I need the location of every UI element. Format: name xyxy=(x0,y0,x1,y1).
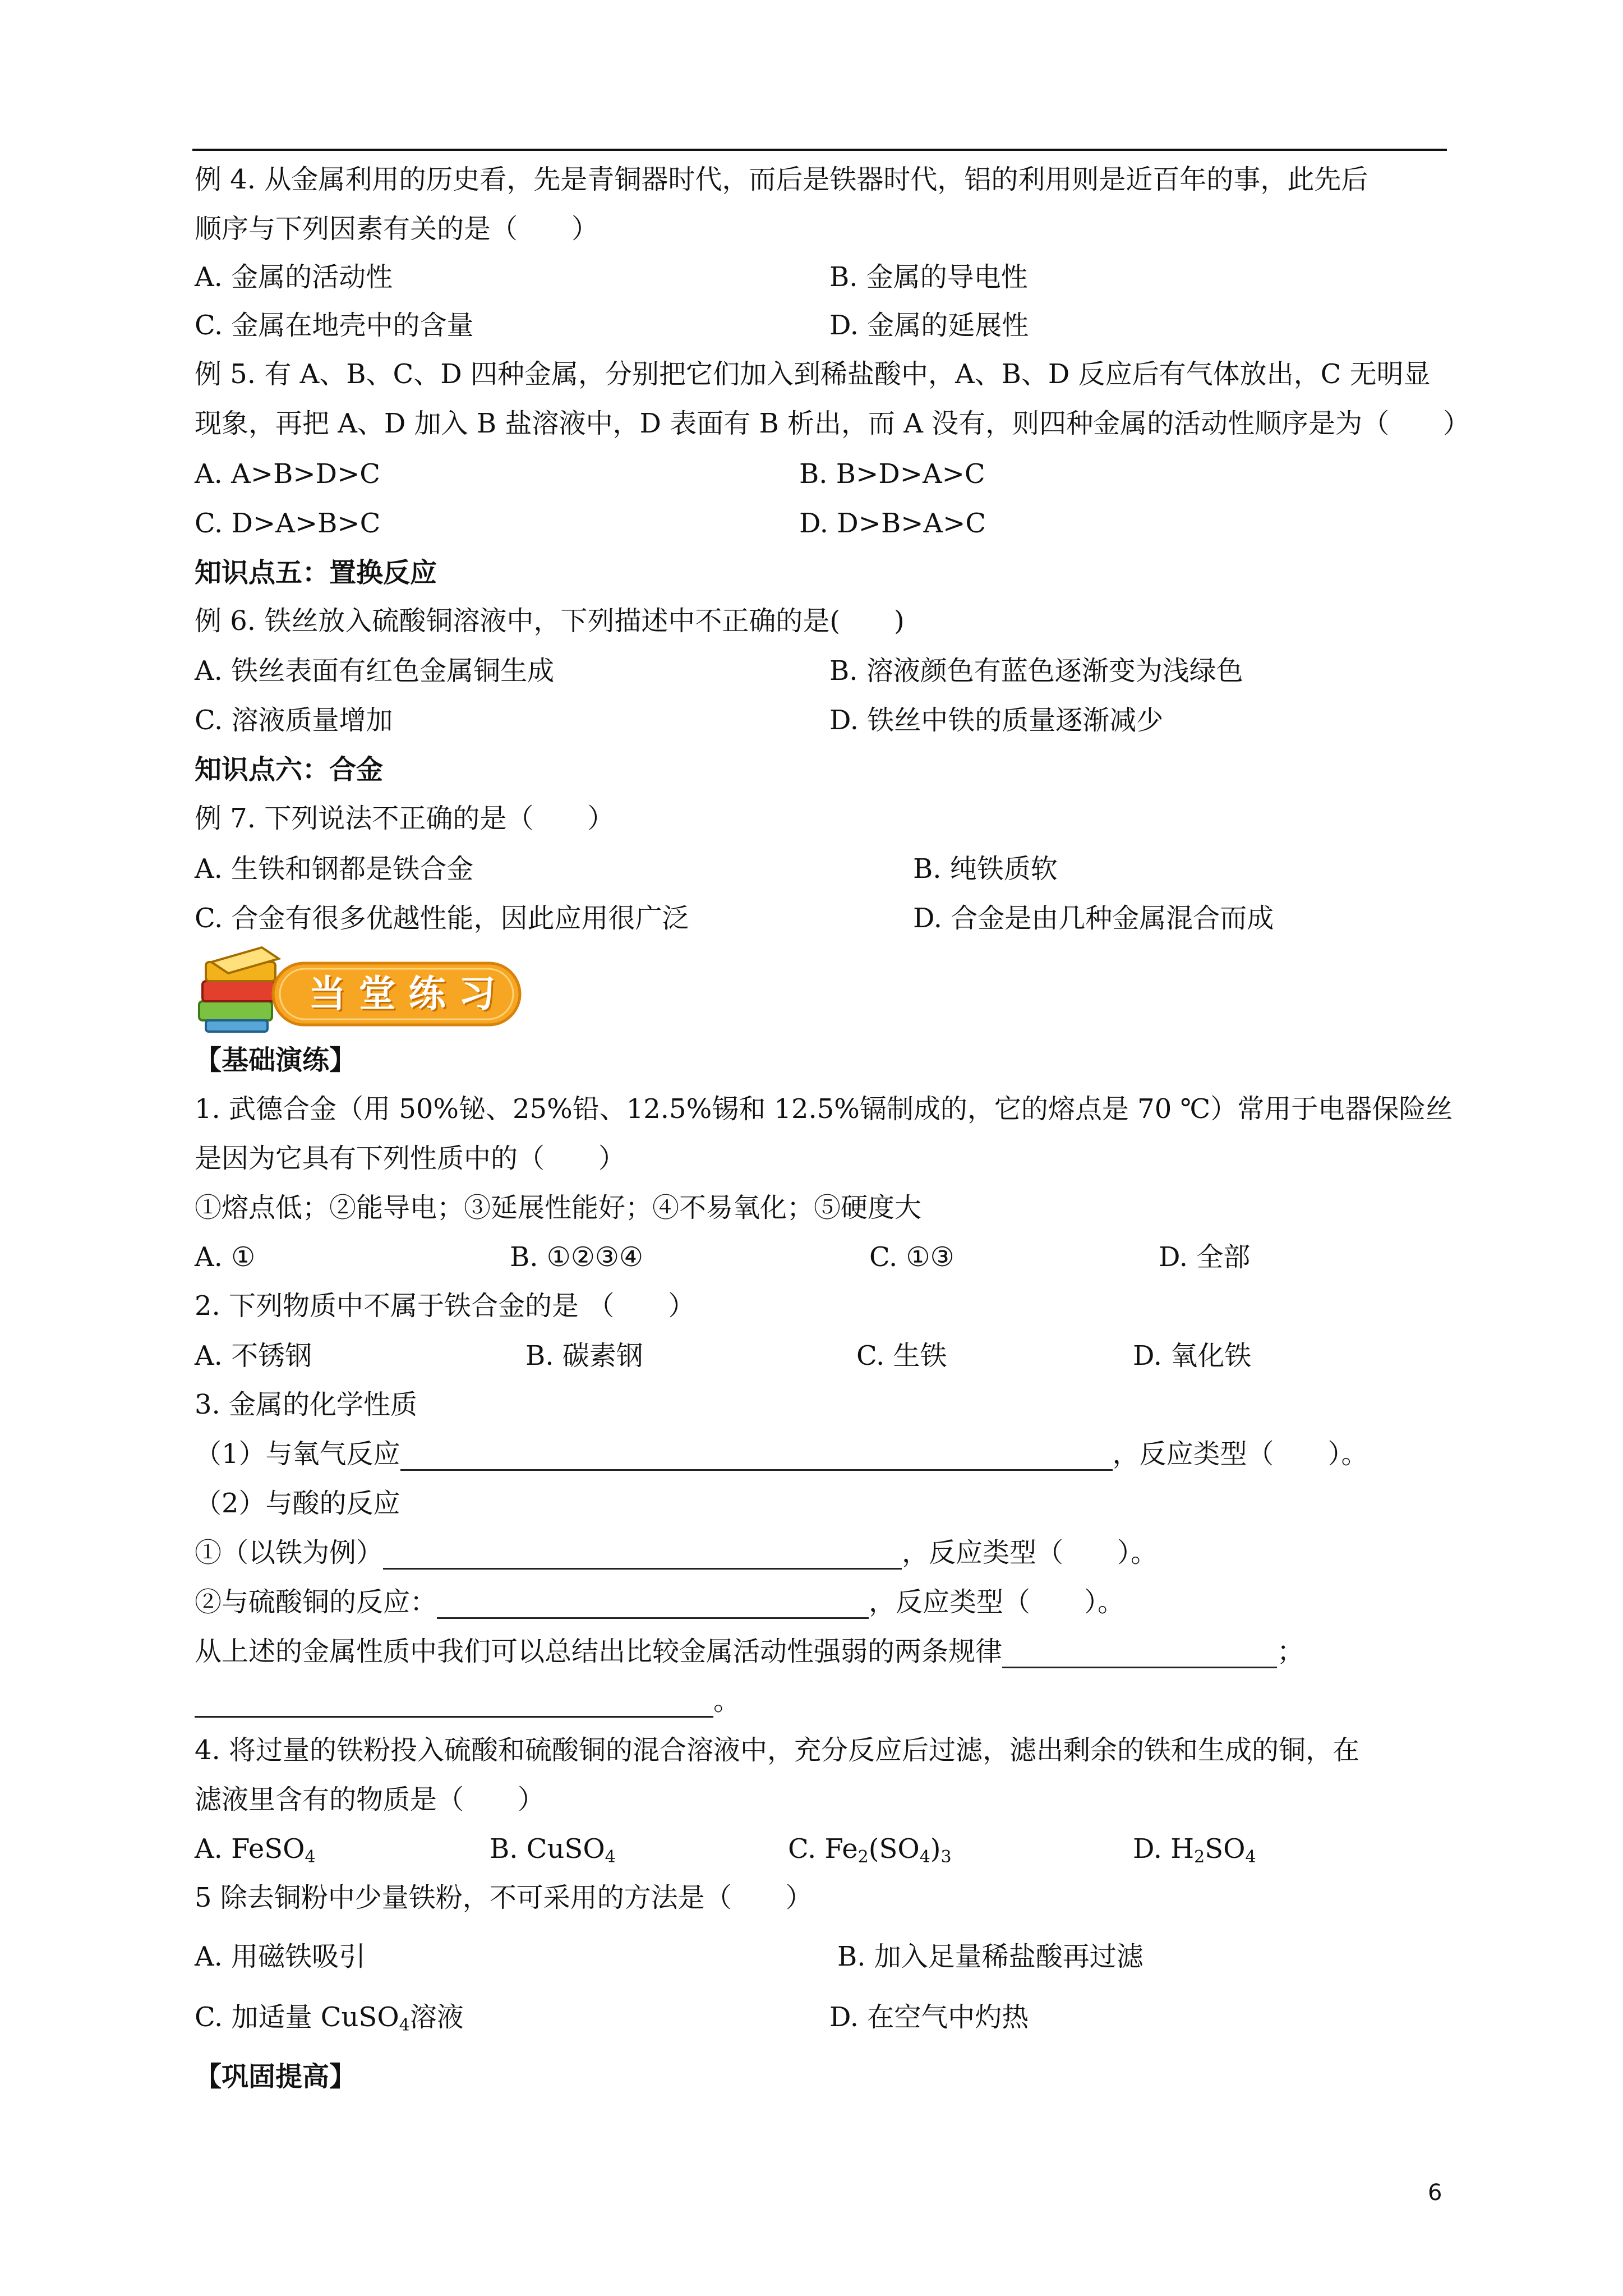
q4-option-d-post: SO xyxy=(1205,1833,1246,1865)
q4-option-d-text: D. H xyxy=(1133,1833,1195,1865)
ex4-option-d: D. 金属的延展性 xyxy=(829,310,1029,341)
q4-option-c-subscript-1: 2 xyxy=(857,1847,869,1867)
ex7-option-c: C. 合金有很多优越性能，因此应用很广泛 xyxy=(195,903,689,934)
q1-option-b: B. ①②③④ xyxy=(510,1241,643,1273)
q3-part3-answer-blank[interactable] xyxy=(383,1543,902,1570)
q5-option-d: D. 在空气中灼热 xyxy=(829,2001,1029,2033)
q5-option-c xyxy=(195,2000,464,2042)
ex7-question-line1: 例 7. 下列说法不正确的是（ ） xyxy=(195,803,615,834)
ex6-option-c: C. 溶液质量增加 xyxy=(195,705,393,736)
q4-option-b-subscript: 4 xyxy=(605,1847,616,1867)
q4-option-a xyxy=(195,1832,316,1874)
q3-part5-answer-blank[interactable] xyxy=(1002,1642,1277,1668)
q3-part4-answer-blank[interactable] xyxy=(437,1593,869,1619)
q5-line1: 5 除去铜粉中少量铁粉，不可采用的方法是（ ） xyxy=(195,1882,813,1913)
q2-option-b: B. 碳素钢 xyxy=(525,1340,643,1372)
q3-part1-label: （1）与氧气反应 xyxy=(195,1438,400,1470)
q3-part3-label: ①（以铁为例） xyxy=(195,1537,384,1568)
q1-option-c: C. ①③ xyxy=(869,1241,955,1273)
q3-part3-tail: ，反应类型（ ）。 xyxy=(902,1537,1158,1568)
q1-line2: 是因为它具有下列性质中的（ ） xyxy=(195,1143,626,1174)
q4-option-b-text: B. CuSO xyxy=(490,1833,605,1865)
q1-line3: ①熔点低；②能导电；③延展性能好；④不易氧化；⑤硬度大 xyxy=(195,1192,922,1223)
ex4-question-line2: 顺序与下列因素有关的是（ ） xyxy=(195,213,599,245)
q2-option-c: C. 生铁 xyxy=(856,1340,947,1372)
q4-line2: 滤液里含有的物质是（ ） xyxy=(195,1784,545,1815)
ex5-question-line2: 现象，再把 A、D 加入 B 盐溶液中，D 表面有 B 析出，而 A 没有，则四种金属的活动性顺序是为（ ） xyxy=(195,408,1470,439)
q3-part6 xyxy=(195,1684,740,1718)
q4-option-b xyxy=(490,1832,616,1874)
q3-line1: 3. 金属的化学性质 xyxy=(195,1389,418,1420)
q5-option-b: B. 加入足量稀盐酸再过滤 xyxy=(837,1941,1144,1972)
q1-line1: 1. 武德合金（用 50%铋、25%铅、12.5%锡和 12.5%镉制成的，它的熔点是 70 ℃）常用于电器保险丝 xyxy=(195,1093,1453,1125)
q4-line1: 4. 将过量的铁粉投入硫酸和硫酸铜的混合溶液中，充分反应后过滤，滤出剩余的铁和生成的铜，在 xyxy=(195,1734,1360,1766)
ex4-option-b: B. 金属的导电性 xyxy=(829,261,1028,293)
ex4-option-a: A. 金属的活动性 xyxy=(195,261,393,293)
q4-option-c-text: C. Fe xyxy=(788,1833,858,1865)
q3-part1-tail: ，反应类型（ ）。 xyxy=(1112,1438,1368,1470)
ex6-question-line1: 例 6. 铁丝放入硫酸铜溶液中，下列描述中不正确的是( ) xyxy=(195,605,905,637)
ex6-option-a: A. 铁丝表面有红色金属铜生成 xyxy=(195,655,555,687)
q4-option-c-mid: (SO xyxy=(868,1833,920,1865)
q4-option-d-subscript-1: 2 xyxy=(1194,1847,1205,1867)
knowledge-point-6-heading: 知识点六：合金 xyxy=(195,754,384,785)
q3-part3 xyxy=(195,1536,1158,1570)
q2-option-d: D. 氧化铁 xyxy=(1133,1340,1252,1372)
q2-line1: 2. 下列物质中不属于铁合金的是 （ ） xyxy=(195,1290,695,1322)
ex5-option-a: A. A>B>D>C xyxy=(195,458,380,490)
q3-part2-label: （2）与酸的反应 xyxy=(195,1488,400,1519)
ex4-question-line1: 例 4. 从金属利用的历史看，先是青铜器时代，而后是铁器时代，铝的利用则是近百年的事，此先后 xyxy=(195,164,1368,195)
q3-part4-label: ②与硫酸铜的反应： xyxy=(195,1586,437,1618)
knowledge-point-5-heading: 知识点五：置换反应 xyxy=(195,557,437,588)
q4-option-c-post: ) xyxy=(930,1833,941,1865)
ex5-option-c: C. D>A>B>C xyxy=(195,508,381,539)
q5-option-c-text: C. 加适量 CuSO xyxy=(195,2001,399,2033)
q3-part4 xyxy=(195,1585,1124,1619)
ex7-option-b: B. 纯铁质软 xyxy=(913,853,1058,885)
q4-option-c-subscript-2: 4 xyxy=(919,1847,930,1867)
ex7-option-d: D. 合金是由几种金属混合而成 xyxy=(913,903,1274,934)
q3-part6-tail: 。 xyxy=(713,1685,741,1717)
ex5-option-b: B. B>D>A>C xyxy=(799,458,985,490)
ex5-option-d: D. D>B>A>C xyxy=(799,508,986,539)
page-number: 6 xyxy=(1428,2180,1442,2206)
header-rule xyxy=(192,149,1447,151)
q5-option-c-subscript: 4 xyxy=(399,2016,410,2035)
ex6-option-d: D. 铁丝中铁的质量逐渐减少 xyxy=(829,705,1164,736)
q2-option-a: A. 不锈钢 xyxy=(195,1340,312,1372)
q4-option-d xyxy=(1133,1832,1256,1874)
q3-part5 xyxy=(195,1635,1304,1668)
practice-banner-title: 当 堂 练 习 xyxy=(308,972,496,1015)
ex4-option-c: C. 金属在地壳中的含量 xyxy=(195,310,474,341)
q3-part1 xyxy=(195,1437,1368,1471)
q1-option-d: D. 全部 xyxy=(1159,1241,1251,1273)
q4-option-c-subscript-3: 3 xyxy=(940,1847,952,1867)
q1-option-a: A. ① xyxy=(195,1241,256,1273)
q4-option-d-subscript-2: 4 xyxy=(1245,1847,1256,1867)
advanced-practice-heading: 【巩固提高】 xyxy=(195,2061,357,2092)
practice-banner xyxy=(195,945,531,1041)
q3-part5-label: 从上述的金属性质中我们可以总结出比较金属活动性强弱的两条规律 xyxy=(195,1636,1003,1667)
ex7-option-a: A. 生铁和钢都是铁合金 xyxy=(195,853,474,885)
q5-option-a: A. 用磁铁吸引 xyxy=(195,1941,366,1972)
q5-option-c-post: 溶液 xyxy=(409,2001,464,2033)
q3-part5-tail: ； xyxy=(1277,1636,1304,1667)
q3-part6-answer-blank[interactable] xyxy=(195,1691,713,1718)
q4-option-a-text: A. FeSO xyxy=(195,1833,305,1865)
basic-practice-heading: 【基础演练】 xyxy=(195,1045,357,1076)
q4-option-c xyxy=(788,1832,952,1874)
ex6-option-b: B. 溶液颜色有蓝色逐渐变为浅绿色 xyxy=(829,655,1243,687)
q4-option-a-subscript: 4 xyxy=(305,1847,316,1867)
q3-part4-tail: ，反应类型（ ）。 xyxy=(869,1586,1125,1618)
ex5-question-line1: 例 5. 有 A、B、C、D 四种金属，分别把它们加入到稀盐酸中，A、B、D 反应后有气体放出，C 无明显 xyxy=(195,358,1431,390)
q3-part1-answer-blank[interactable] xyxy=(400,1444,1113,1471)
